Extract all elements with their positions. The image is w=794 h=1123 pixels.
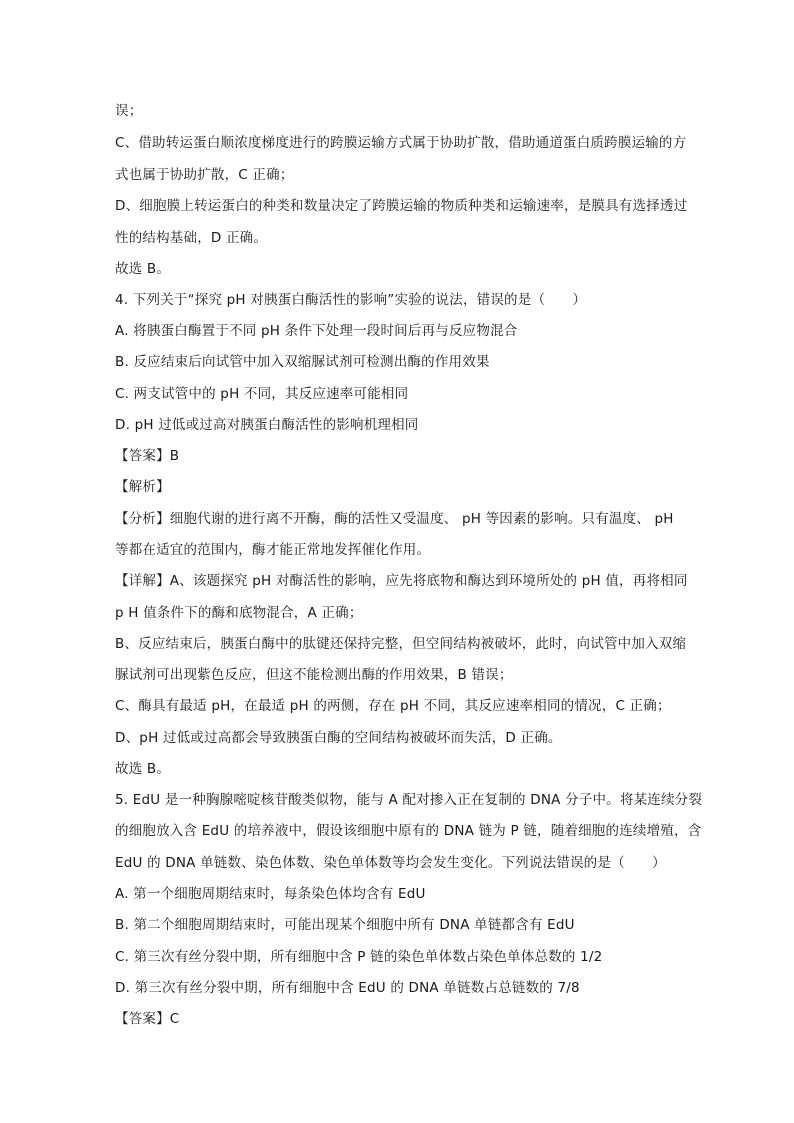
text-line: 误； — [115, 103, 143, 119]
text-line: 等都在适宜的范围内，酶才能正常地发挥催化作用。 — [115, 542, 431, 558]
text-line: D、pH 过低或过高都会导致胰蛋白酶的空间结构被破坏而失活，D 正确。 — [115, 730, 562, 746]
question-5-stem: 5. EdU 是一种胸腺嘧啶核苷酸类似物，能与 A 配对掺入正在复制的 DNA 分子中。将某连续分裂 — [115, 792, 703, 808]
question-4-option-c: C. 两支试管中的 pH 不同，其反应速率可能相同 — [115, 386, 409, 402]
question-5-option-b: B. 第二个细胞周期结束时，可能出现某个细胞中所有 DNA 单链都含有 EdU — [115, 917, 575, 933]
text-line: 脲试剂可出现紫色反应，但这不能检测出酶的作用效果，B 错误； — [115, 667, 513, 683]
text-line: D、细胞膜上转运蛋白的种类和数量决定了跨膜运输的物质种类和运输速率，是膜具有选择透过 — [115, 198, 688, 214]
question-5-stem: 的细胞放入含 EdU 的培养液中，假设该细胞中原有的 DNA 链为 P 链，随着细胞的连续增殖，含 — [115, 823, 702, 839]
question-5-option-c: C. 第三次有丝分裂中期，所有细胞中含 P 链的染色单体数占染色单体总数的 1/2 — [115, 949, 603, 965]
question-5-stem: EdU 的 DNA 单链数、染色体数、染色单体数等均会发生变化。下列说法错误的是（ ） — [115, 855, 666, 871]
text-line: p H 值条件下的酶和底物混合，A 正确； — [115, 605, 363, 621]
text-line: B、反应结束后，胰蛋白酶中的肽键还保持完整，但空间结构被破坏，此时，向试管中加入双缩 — [115, 636, 687, 652]
answer-label: 【答案】C — [115, 1011, 180, 1027]
text-line: 性的结构基础，D 正确。 — [115, 230, 268, 246]
text-line: 故选 B。 — [115, 261, 171, 277]
text-line: C、酶具有最适 pH，在最适 pH 的两侧，存在 pH 不同，其反应速率相同的情况，C 正确； — [115, 698, 671, 714]
text-line: C、借助转运蛋白顺浓度梯度进行的跨膜运输方式属于协助扩散，借助通道蛋白质跨膜运输的方 — [115, 135, 687, 151]
answer-label: 【答案】B — [115, 448, 180, 464]
question-5-option-a: A. 第一个细胞周期结束时，每条染色体均含有 EdU — [115, 886, 426, 902]
question-4-option-b: B. 反应结束后向试管中加入双缩脲试剂可检测出酶的作用效果 — [115, 354, 490, 370]
question-4-option-d: D. pH 过低或过高对胰蛋白酶活性的影响机理相同 — [115, 417, 419, 433]
text-line: 【详解】A、该题探究 pH 对酶活性的影响，应先将底物和酶达到环境所处的 pH 值，再将相同 — [115, 573, 688, 589]
question-4-option-a: A. 将胰蛋白酶置于不同 pH 条件下处理一段时间后再与反应物混合 — [115, 323, 518, 339]
question-5-option-d: D. 第三次有丝分裂中期，所有细胞中含 EdU 的 DNA 单链数占总链数的 7/8 — [115, 980, 580, 996]
question-4-stem: 4. 下列关于“探究 pH 对胰蛋白酶活性的影响”实验的说法，错误的是（ ） — [115, 292, 587, 308]
text-line: 式也属于协助扩散，C 正确； — [115, 167, 294, 183]
text-line: 【分析】细胞代谢的进行离不开酶，酶的活性又受温度、 pH 等因素的影响。只有温度、 pH — [115, 511, 674, 527]
analysis-heading: 【解析】 — [115, 479, 170, 495]
text-line: 故选 B。 — [115, 761, 171, 777]
